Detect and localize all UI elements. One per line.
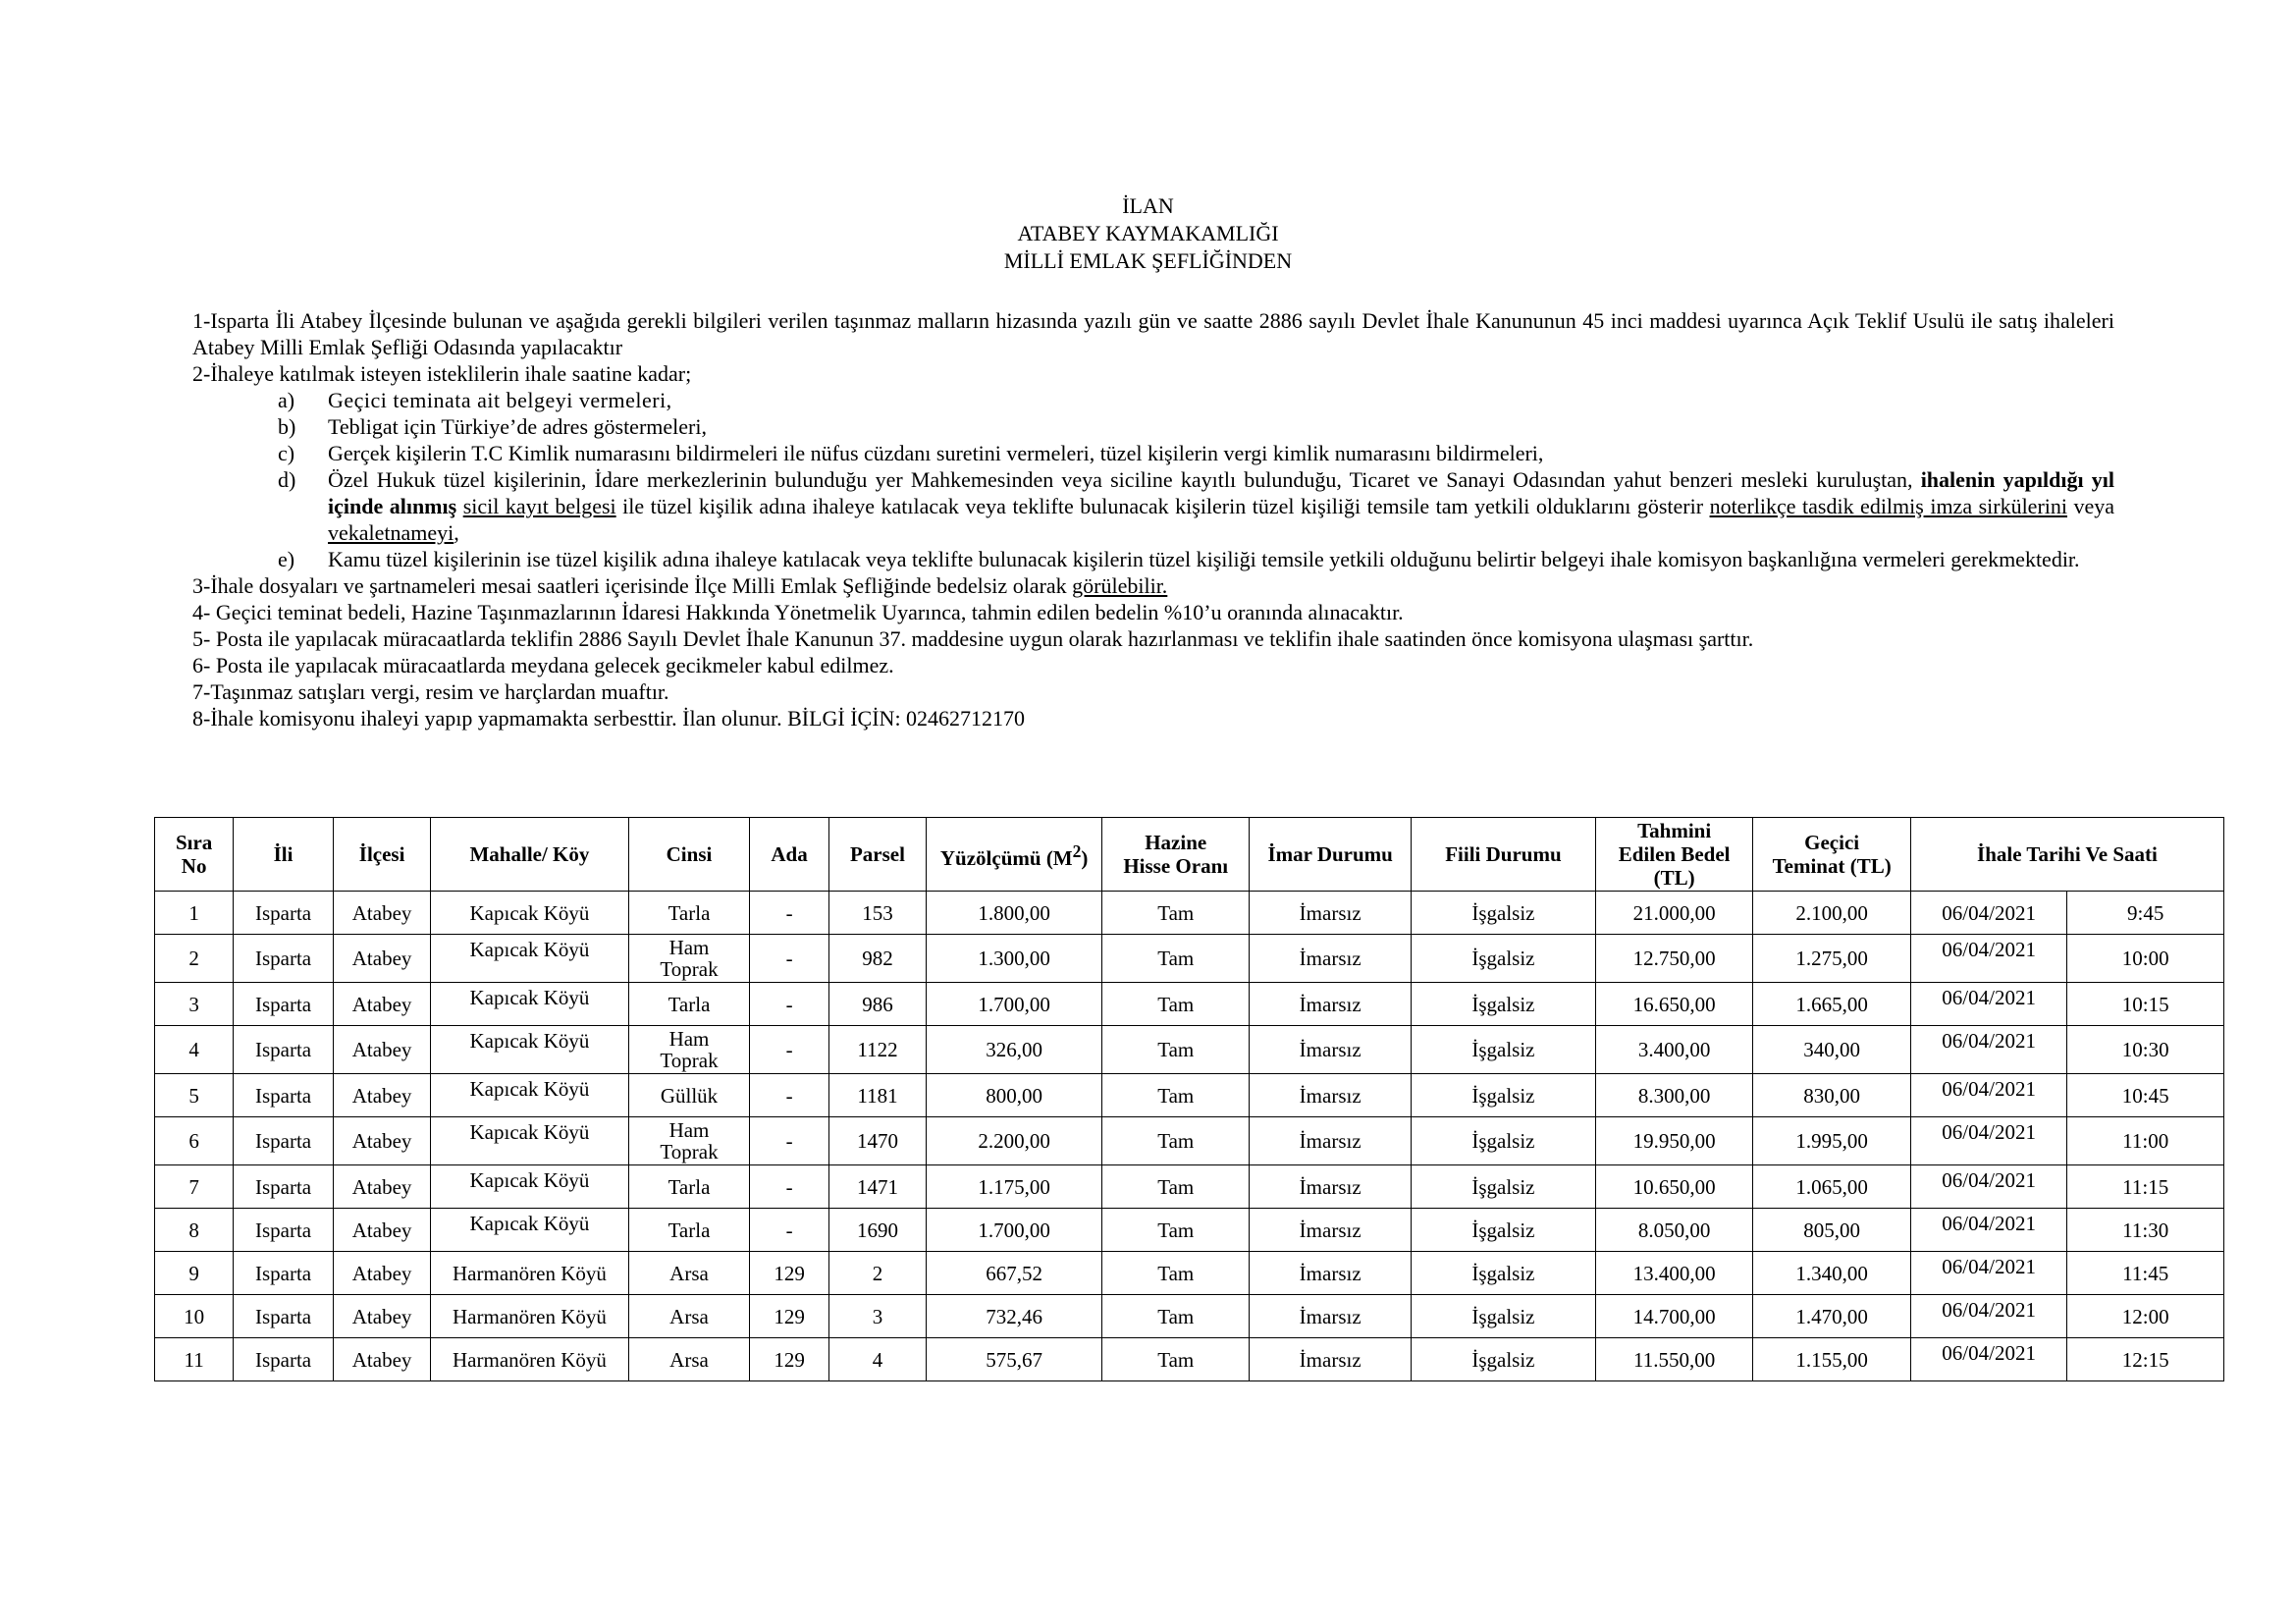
cell-il: Isparta <box>234 935 334 983</box>
cell-tahmini: 10.650,00 <box>1595 1165 1753 1209</box>
cell-imar: İmarsız <box>1250 1026 1412 1074</box>
table-row <box>155 1165 2224 1209</box>
cell-tahmini: 8.050,00 <box>1595 1209 1753 1252</box>
cell-tahmini: 19.950,00 <box>1595 1117 1753 1165</box>
header-text: Teminat (TL) <box>1772 854 1892 878</box>
header-superscript: 2 <box>1072 840 1082 861</box>
cell-tarih: 06/04/2021 <box>1910 1252 2066 1295</box>
cell-mahalle: Harmanören Köyü <box>431 1338 628 1381</box>
table-row <box>155 1026 2224 1074</box>
requirement-text: Kamu tüzel kişilerinin ise tüzel kişilik adına ihaleye katılacak veya teklifte bulunacak kişilerin tüzel kişiliği temsile yetkili olduğunu belirtir belgeyi ihale komisyon başkanlığına vermeleri gerekmektedir. <box>328 547 2080 571</box>
cell-cinsi <box>628 1026 750 1074</box>
cell-fiili: İşgalsiz <box>1411 1074 1595 1117</box>
table-row <box>155 1338 2224 1381</box>
cell-no: 9 <box>155 1252 234 1295</box>
cell-parsel: 1471 <box>828 1165 927 1209</box>
cell-no: 2 <box>155 935 234 983</box>
cell-fiili: İşgalsiz <box>1411 983 1595 1026</box>
cell-tahmini: 14.700,00 <box>1595 1295 1753 1338</box>
cell-saat: 11:00 <box>2067 1117 2224 1165</box>
header-text: No <box>181 854 207 878</box>
paragraph-5: 5- Posta ile yapılacak müracaatlarda teklifin 2886 Sayılı Devlet İhale Kanunun 37. maddesine uygun olarak hazırlanması ve teklifin ihale saatinden önce komisyona ulaşması şarttır. <box>192 626 1754 651</box>
cell-mahalle: Harmanören Köyü <box>431 1252 628 1295</box>
cell-parsel: 1470 <box>828 1117 927 1165</box>
requirement-label: c) <box>278 441 295 465</box>
requirement-c <box>192 440 2114 466</box>
cell-teminat: 1.275,00 <box>1753 935 1911 983</box>
cell-ilce: Atabey <box>333 1209 431 1252</box>
cell-parsel: 982 <box>828 935 927 983</box>
cell-ada: 129 <box>750 1338 828 1381</box>
cell-saat: 11:15 <box>2067 1165 2224 1209</box>
cinsi-line: Arsa <box>669 1347 709 1372</box>
cell-yuzolcumu: 1.800,00 <box>927 892 1102 935</box>
cell-teminat: 2.100,00 <box>1753 892 1911 935</box>
cell-mahalle: Kapıcak Köyü <box>431 1117 628 1165</box>
cell-fiili: İşgalsiz <box>1411 1338 1595 1381</box>
cell-hisse: Tam <box>1102 983 1250 1026</box>
cell-ada: - <box>750 983 828 1026</box>
cell-hisse: Tam <box>1102 935 1250 983</box>
cell-no: 8 <box>155 1209 234 1252</box>
cell-il: Isparta <box>234 892 334 935</box>
paragraph-4: 4- Geçici teminat bedeli, Hazine Taşınmazlarının İdaresi Hakkında Yönetmelik Uyarınca, tahmin edilen bedelin %10’u oranında alınacaktır. <box>192 600 1404 624</box>
cell-tarih: 06/04/2021 <box>1910 1338 2066 1381</box>
cell-cinsi <box>628 1252 750 1295</box>
header-text: Tahmini <box>1637 819 1712 842</box>
cell-ada: - <box>750 1117 828 1165</box>
cell-tarih: 06/04/2021 <box>1910 935 2066 983</box>
cell-tarih: 06/04/2021 <box>1910 1165 2066 1209</box>
requirement-bold-text: ihalenin yapıldığı yıl içinde alınmış <box>328 467 2114 518</box>
cell-teminat: 1.065,00 <box>1753 1165 1911 1209</box>
cell-fiili: İşgalsiz <box>1411 1117 1595 1165</box>
cell-ilce: Atabey <box>333 892 431 935</box>
cell-teminat: 1.665,00 <box>1753 983 1911 1026</box>
cell-parsel: 2 <box>828 1252 927 1295</box>
requirement-b <box>192 413 2114 440</box>
cell-no: 4 <box>155 1026 234 1074</box>
cell-saat: 12:15 <box>2067 1338 2224 1381</box>
cell-fiili: İşgalsiz <box>1411 1026 1595 1074</box>
requirement-label: e) <box>278 547 295 571</box>
table-row <box>155 892 2224 935</box>
header-ili: İli <box>234 818 334 892</box>
cell-teminat: 1.995,00 <box>1753 1117 1911 1165</box>
cell-imar: İmarsız <box>1250 1295 1412 1338</box>
cell-tahmini: 3.400,00 <box>1595 1026 1753 1074</box>
paragraph-8: 8-İhale komisyonu ihaleyi yapıp yapmamakta serbesttir. İlan olunur. BİLGİ İÇİN: 02462712170 <box>192 706 1026 731</box>
cinsi-line: Tarla <box>667 992 711 1016</box>
cell-parsel: 153 <box>828 892 927 935</box>
requirement-e <box>192 546 2114 572</box>
cell-parsel: 1122 <box>828 1026 927 1074</box>
cell-saat: 11:45 <box>2067 1252 2224 1295</box>
cell-il: Isparta <box>234 1338 334 1381</box>
cell-saat: 10:30 <box>2067 1026 2224 1074</box>
header-tahmini-bedel <box>1595 818 1753 892</box>
table-row <box>155 935 2224 983</box>
announcement-title: İLAN <box>1122 193 1174 218</box>
cell-hisse: Tam <box>1102 1295 1250 1338</box>
cell-hisse: Tam <box>1102 1338 1250 1381</box>
requirement-a <box>192 387 2114 413</box>
cell-yuzolcumu: 1.300,00 <box>927 935 1102 983</box>
cell-hisse: Tam <box>1102 1026 1250 1074</box>
cell-cinsi <box>628 983 750 1026</box>
cell-hisse: Tam <box>1102 1165 1250 1209</box>
cell-ilce: Atabey <box>333 1338 431 1381</box>
cell-saat: 10:45 <box>2067 1074 2224 1117</box>
cell-ilce: Atabey <box>333 1252 431 1295</box>
cell-imar: İmarsız <box>1250 1252 1412 1295</box>
cell-il: Isparta <box>234 1252 334 1295</box>
paragraph-text: 3-İhale dosyaları ve şartnameleri mesai saatleri içerisinde İlçe Milli Emlak Şefliğinde bedelsiz olarak <box>192 573 1073 598</box>
cell-cinsi <box>628 1074 750 1117</box>
cell-il: Isparta <box>234 1209 334 1252</box>
cell-hisse: Tam <box>1102 1117 1250 1165</box>
table-row <box>155 1074 2224 1117</box>
announcement-body <box>192 307 2114 731</box>
cell-yuzolcumu: 326,00 <box>927 1026 1102 1074</box>
cell-teminat: 805,00 <box>1753 1209 1911 1252</box>
cell-yuzolcumu: 1.700,00 <box>927 983 1102 1026</box>
cell-tahmini: 21.000,00 <box>1595 892 1753 935</box>
requirement-text: Özel Hukuk tüzel kişilerinin, İdare merkezlerinin bulunduğu yer Mahkemesinden veya siciline kayıtlı bulunduğu, Ticaret ve Sanayi Odasından yahut benzeri mesleki kuruluştan, <box>328 467 1921 492</box>
cell-il: Isparta <box>234 1117 334 1165</box>
cell-ilce: Atabey <box>333 983 431 1026</box>
cell-fiili: İşgalsiz <box>1411 1252 1595 1295</box>
cinsi-line: Toprak <box>660 957 719 981</box>
cell-no: 1 <box>155 892 234 935</box>
header-fiili: Fiili Durumu <box>1411 818 1595 892</box>
requirement-label: a) <box>278 388 295 412</box>
cell-ilce: Atabey <box>333 1295 431 1338</box>
table-row <box>155 1252 2224 1295</box>
cell-tahmini: 12.750,00 <box>1595 935 1753 983</box>
requirement-underlined-text: vekaletnameyi <box>328 520 454 545</box>
cell-tarih: 06/04/2021 <box>1910 1209 2066 1252</box>
cell-ada: 129 <box>750 1252 828 1295</box>
cell-yuzolcumu: 667,52 <box>927 1252 1102 1295</box>
cell-parsel: 986 <box>828 983 927 1026</box>
cell-no: 6 <box>155 1117 234 1165</box>
cell-ilce: Atabey <box>333 1026 431 1074</box>
requirement-text: ile tüzel kişilik adına ihaleye katılacak veya teklifte bulunacak kişilerin tüzel kişiliği temsile tam yetkili olduklarını gösterir <box>615 494 1710 518</box>
cinsi-line: Arsa <box>669 1261 709 1285</box>
cell-ilce: Atabey <box>333 1117 431 1165</box>
cell-no: 3 <box>155 983 234 1026</box>
department-name: MİLLİ EMLAK ŞEFLİĞİNDEN <box>1003 248 1293 273</box>
cell-parsel: 4 <box>828 1338 927 1381</box>
cell-ilce: Atabey <box>333 935 431 983</box>
requirement-underlined-text: noterlikçe tasdik edilmiş imza sirkülerini <box>1709 494 2068 518</box>
cell-ilce: Atabey <box>333 1165 431 1209</box>
cell-imar: İmarsız <box>1250 1338 1412 1381</box>
requirement-text: Tebligat için Türkiye’de adres göstermeleri, <box>328 414 707 439</box>
cell-yuzolcumu: 800,00 <box>927 1074 1102 1117</box>
cinsi-line: Güllük <box>660 1083 719 1108</box>
cell-teminat: 340,00 <box>1753 1026 1911 1074</box>
table-row <box>155 1295 2224 1338</box>
cell-parsel: 1690 <box>828 1209 927 1252</box>
header-text: ) <box>1081 845 1089 870</box>
cell-ada: - <box>750 1026 828 1074</box>
header-text: Geçici <box>1804 831 1860 854</box>
cinsi-line: Ham <box>668 1118 710 1142</box>
cinsi-line: Ham <box>668 1027 710 1051</box>
cell-imar: İmarsız <box>1250 1165 1412 1209</box>
cell-imar: İmarsız <box>1250 1074 1412 1117</box>
header-text: Hisse Oranı <box>1123 854 1229 878</box>
cell-il: Isparta <box>234 1165 334 1209</box>
header-imar: İmar Durumu <box>1250 818 1412 892</box>
cell-fiili: İşgalsiz <box>1411 1209 1595 1252</box>
cell-tarih: 06/04/2021 <box>1910 983 2066 1026</box>
cell-mahalle: Kapıcak Köyü <box>431 1209 628 1252</box>
cell-mahalle: Kapıcak Köyü <box>431 1165 628 1209</box>
cell-no: 7 <box>155 1165 234 1209</box>
cell-mahalle: Kapıcak Köyü <box>431 983 628 1026</box>
header-mahalle: Mahalle/ Köy <box>431 818 628 892</box>
requirement-text: , <box>454 520 459 545</box>
cell-cinsi <box>628 1165 750 1209</box>
requirement-label: b) <box>278 414 296 439</box>
cell-saat: 10:15 <box>2067 983 2224 1026</box>
header-ihale-tarihi: İhale Tarihi Ve Saati <box>1910 818 2223 892</box>
cell-mahalle: Kapıcak Köyü <box>431 892 628 935</box>
cell-hisse: Tam <box>1102 1209 1250 1252</box>
cell-fiili: İşgalsiz <box>1411 1295 1595 1338</box>
cell-tahmini: 16.650,00 <box>1595 983 1753 1026</box>
cell-parsel: 3 <box>828 1295 927 1338</box>
cinsi-line: Ham <box>668 936 710 959</box>
cinsi-line: Tarla <box>667 1218 711 1242</box>
cell-tarih: 06/04/2021 <box>1910 1117 2066 1165</box>
cell-imar: İmarsız <box>1250 935 1412 983</box>
table-header-row <box>155 818 2224 892</box>
paragraph-1: 1-Isparta İli Atabey İlçesinde bulunan ve aşağıda gerekli bilgileri verilen taşınmaz malların hizasında yazılı gün ve saatte 2886 sayılı Devlet İhale Kanununun 45 inci maddesi uyarınca Açık Teklif Usulü ile satış ihaleleri Atabey Milli Emlak Şefliği Odasında yapılacaktır <box>192 308 2114 359</box>
cinsi-line: Toprak <box>660 1049 719 1072</box>
cinsi-line: Toprak <box>660 1140 719 1164</box>
cell-mahalle: Kapıcak Köyü <box>431 1026 628 1074</box>
cell-ilce: Atabey <box>333 1074 431 1117</box>
header-text: Sıra <box>175 831 213 854</box>
cell-ada: 129 <box>750 1295 828 1338</box>
cell-teminat: 1.470,00 <box>1753 1295 1911 1338</box>
header-gecici-teminat <box>1753 818 1911 892</box>
auction-table <box>154 817 2224 1381</box>
cell-hisse: Tam <box>1102 1252 1250 1295</box>
cell-yuzolcumu: 1.700,00 <box>927 1209 1102 1252</box>
cell-saat: 9:45 <box>2067 892 2224 935</box>
cinsi-line: Arsa <box>669 1304 709 1328</box>
cell-yuzolcumu: 1.175,00 <box>927 1165 1102 1209</box>
cell-parsel: 1181 <box>828 1074 927 1117</box>
cell-tarih: 06/04/2021 <box>1910 892 2066 935</box>
cell-tarih: 06/04/2021 <box>1910 1074 2066 1117</box>
cinsi-line: Tarla <box>667 900 711 925</box>
cell-saat: 12:00 <box>2067 1295 2224 1338</box>
cell-no: 11 <box>155 1338 234 1381</box>
header-yuzolcumu <box>927 818 1102 892</box>
table-row <box>155 1209 2224 1252</box>
cell-cinsi <box>628 935 750 983</box>
paragraph-7: 7-Taşınmaz satışları vergi, resim ve harçlardan muaftır. <box>192 679 669 704</box>
cell-no: 10 <box>155 1295 234 1338</box>
requirements-list <box>192 387 2114 572</box>
cell-cinsi <box>628 1209 750 1252</box>
cell-ada: - <box>750 1074 828 1117</box>
header-sira-no <box>155 818 234 892</box>
cell-il: Isparta <box>234 1295 334 1338</box>
cell-yuzolcumu: 2.200,00 <box>927 1117 1102 1165</box>
header-text: Yüzölçümü (M <box>939 845 1073 870</box>
header-text: Hazine <box>1145 831 1207 854</box>
header-parsel: Parsel <box>828 818 927 892</box>
header-ilcesi: İlçesi <box>333 818 431 892</box>
requirement-underlined-text: sicil kayıt belgesi <box>462 494 616 518</box>
cell-cinsi <box>628 1117 750 1165</box>
cell-imar: İmarsız <box>1250 983 1412 1026</box>
table-row <box>155 1117 2224 1165</box>
paragraph-6: 6- Posta ile yapılacak müracaatlarda meydana gelecek gecikmeler kabul edilmez. <box>192 653 894 677</box>
cell-ada: - <box>750 935 828 983</box>
cell-yuzolcumu: 575,67 <box>927 1338 1102 1381</box>
cell-ada: - <box>750 1209 828 1252</box>
cell-fiili: İşgalsiz <box>1411 892 1595 935</box>
requirement-text: veya <box>2067 494 2115 518</box>
cell-il: Isparta <box>234 1074 334 1117</box>
cell-hisse: Tam <box>1102 1074 1250 1117</box>
header-cinsi: Cinsi <box>628 818 750 892</box>
paragraph-2: 2-İhaleye katılmak isteyen isteklilerin ihale saatine kadar; <box>192 361 692 386</box>
cinsi-line: Tarla <box>667 1174 711 1199</box>
table-row <box>155 983 2224 1026</box>
cell-fiili: İşgalsiz <box>1411 1165 1595 1209</box>
cell-il: Isparta <box>234 1026 334 1074</box>
cell-cinsi <box>628 1295 750 1338</box>
cell-tarih: 06/04/2021 <box>1910 1295 2066 1338</box>
requirement-d <box>192 466 2114 546</box>
requirement-text: Gerçek kişilerin T.C Kimlik numarasını bildirmeleri ile nüfus cüzdanı suretini vermeleri, tüzel kişilerin vergi kimlik numarasını bildirmeleri, <box>328 441 1544 465</box>
cell-tahmini: 13.400,00 <box>1595 1252 1753 1295</box>
cell-tahmini: 11.550,00 <box>1595 1338 1753 1381</box>
authority-name: ATABEY KAYMAKAMLIĞI <box>1017 221 1279 245</box>
cell-teminat: 1.155,00 <box>1753 1338 1911 1381</box>
header-text: (TL) <box>1653 866 1695 890</box>
cell-ada: - <box>750 1165 828 1209</box>
header-ada: Ada <box>750 818 828 892</box>
cell-teminat: 1.340,00 <box>1753 1252 1911 1295</box>
cell-ada: - <box>750 892 828 935</box>
paragraph-3 <box>192 572 2114 599</box>
cell-tarih: 06/04/2021 <box>1910 1026 2066 1074</box>
cell-yuzolcumu: 732,46 <box>927 1295 1102 1338</box>
cell-cinsi <box>628 892 750 935</box>
cell-imar: İmarsız <box>1250 1117 1412 1165</box>
cell-cinsi <box>628 1338 750 1381</box>
paragraph-underlined-text: görülebilir. <box>1072 573 1168 598</box>
cell-tahmini: 8.300,00 <box>1595 1074 1753 1117</box>
requirement-label: d) <box>278 467 296 492</box>
cell-mahalle: Kapıcak Köyü <box>431 935 628 983</box>
cell-no: 5 <box>155 1074 234 1117</box>
cell-hisse: Tam <box>1102 892 1250 935</box>
cell-imar: İmarsız <box>1250 1209 1412 1252</box>
cell-imar: İmarsız <box>1250 892 1412 935</box>
header-text: Edilen Bedel <box>1618 842 1731 866</box>
cell-teminat: 830,00 <box>1753 1074 1911 1117</box>
cell-fiili: İşgalsiz <box>1411 935 1595 983</box>
announcement-title-block <box>0 192 2296 275</box>
requirement-text: Geçici teminata ait belgeyi vermeleri, <box>328 388 672 412</box>
header-hazine-hisse <box>1102 818 1250 892</box>
cell-saat: 10:00 <box>2067 935 2224 983</box>
cell-saat: 11:30 <box>2067 1209 2224 1252</box>
table-body <box>155 892 2224 1381</box>
cell-mahalle: Harmanören Köyü <box>431 1295 628 1338</box>
cell-mahalle: Kapıcak Köyü <box>431 1074 628 1117</box>
cell-il: Isparta <box>234 983 334 1026</box>
